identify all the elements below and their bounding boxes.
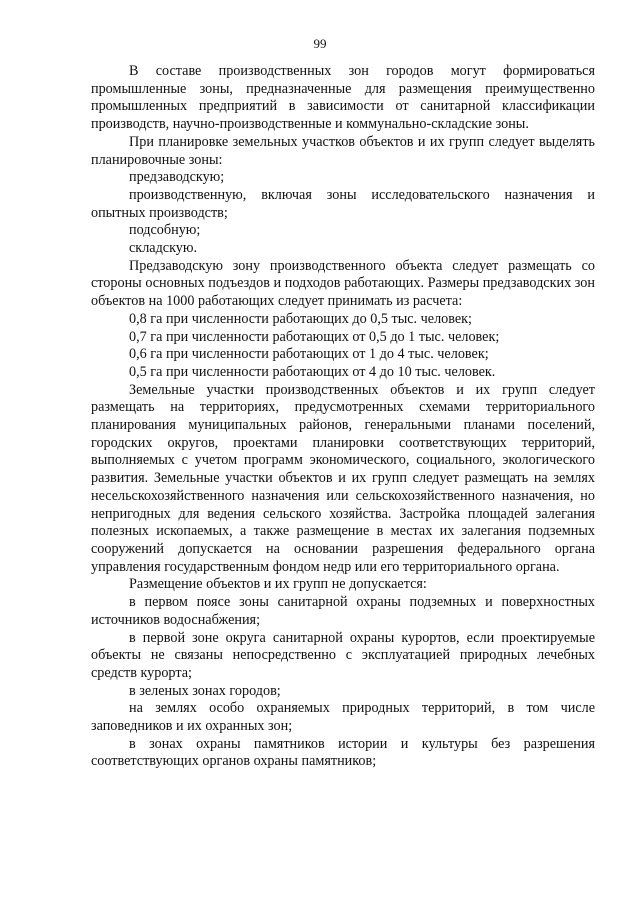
paragraph-planning-zones-intro: При планировке земельных участков объектов и их групп следует выделять планировочные зоны: (91, 133, 595, 168)
list-item-area-05: 0,5 га при численности работающих от 4 до 10 тыс. человек. (129, 363, 496, 380)
list-item-pre-factory: предзаводскую; (129, 169, 225, 186)
list-item-resort-protection: в первой зоне округа санитарной охраны курортов, если проектируемые объекты не связаны непосредственно с эксплуатацией природных лечебных средств курорта; (91, 629, 595, 681)
list-item-water-protection: в первом поясе зоны санитарной охраны подземных и поверхностных источников водоснабжения; (91, 594, 595, 628)
list-item-area-08: 0,8 га при численности работающих до 0,5 тыс. человек; (129, 310, 473, 327)
list-item-monument-zones: в зонах охраны памятников истории и культуры без разрешения соответствующих органов охраны памятников; (91, 735, 595, 770)
paragraph-pre-factory-zone: Предзаводскую зону производственного объекта следует размещать со стороны основных подъездов и подходов работающих. Размеры предзаводских зон объектов на 1000 работающих следует принимать из расчета: (91, 257, 595, 310)
paragraph-placement-prohibited: Размещение объектов и их групп не допускается: (129, 576, 427, 593)
list-item-warehouse: складскую. (129, 240, 198, 257)
list-item-protected-territories: на землях особо охраняемых природных территорий, в том числе заповедников и их охранных зон; (91, 700, 595, 735)
page-body (91, 63, 595, 771)
list-item-area-06: 0,6 га при численности работающих от 1 до 4 тыс. человек; (129, 346, 489, 363)
list-item-production: производственную, включая зоны исследовательского назначения и опытных производств; (91, 186, 595, 221)
list-item-area-07: 0,7 га при численности работающих от 0,5 до 1 тыс. человек; (129, 328, 500, 345)
page-number: 99 (313, 36, 327, 51)
paragraph-industrial-zones: В составе производственных зон городов могут формироваться промышленные зоны, предназначенные для размещения преимущественно промышленных предприятий в зависимости от санитарной классификации производств, научно-производственные и коммунально-складские зоны. (91, 63, 595, 133)
list-item-auxiliary: подсобную; (129, 222, 201, 239)
list-item-green-zones: в зеленых зонах городов; (129, 682, 281, 699)
paragraph-land-plots: Земельные участки производственных объектов и их групп следует размещать на территориях, предусмотренных схемами территориального планирования муниципальных районов, генеральными планами поселений, городских округов, проектами планировки соответствующих территорий, выполняемых с учетом программ экономического, социального, экологического развития. Земельные участки объектов и их групп следует размещать на землях несельскохозяйственного назначения или сельскохозяйственного назначения, но непригодных для ведения сельского хозяйства. Застройка площадей залегания полезных ископаемых, а также размещение в местах их залегания подземных сооружений допускается на основании разрешения федерального органа управления государственным фондом недр или его территориального органа. (91, 381, 595, 575)
